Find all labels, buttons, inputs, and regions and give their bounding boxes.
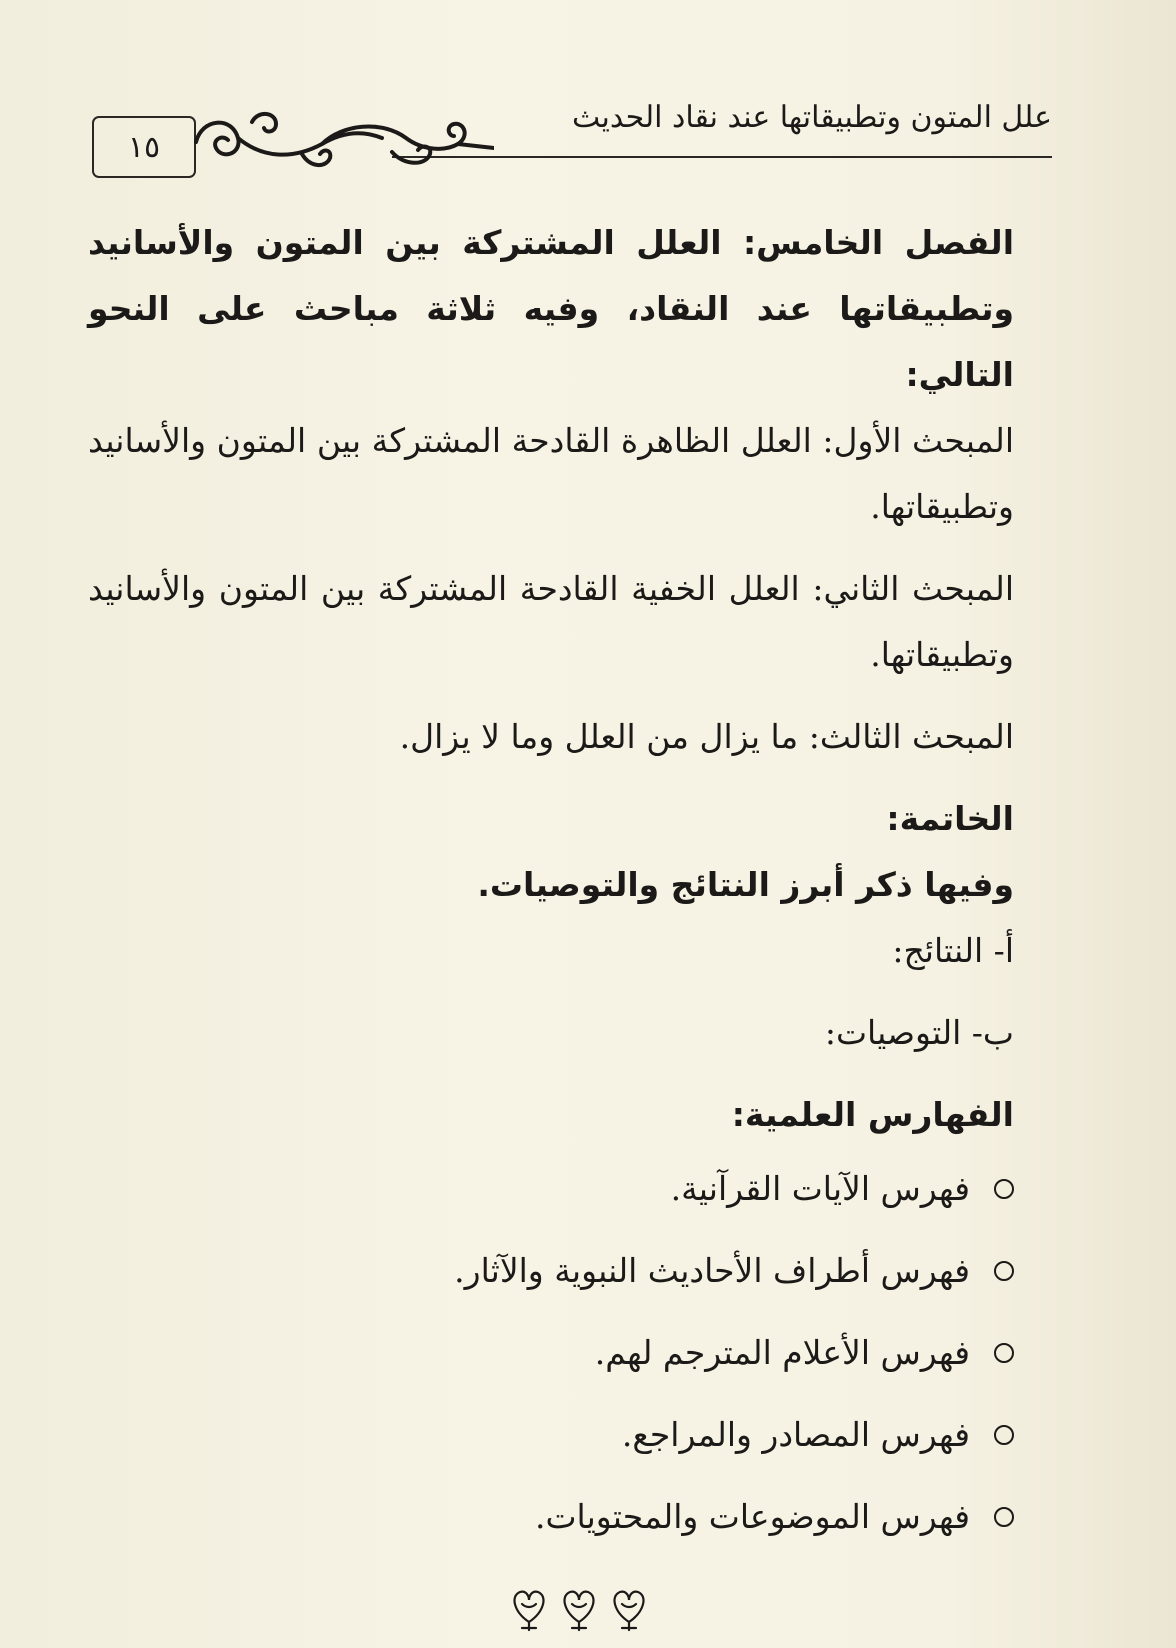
indexes-heading: الفهارس العلمية: xyxy=(731,1095,1014,1134)
list-item xyxy=(88,1476,1056,1558)
section-1: المبحث الأول: العلل الظاهرة القادحة المشتركة بين المتون والأسانيد وتطبيقاتها. xyxy=(88,421,1014,526)
circle-bullet-icon xyxy=(994,1507,1014,1527)
index-label: فهرس المصادر والمراجع. xyxy=(621,1415,970,1454)
conclusion-intro: وفيها ذكر أبرز النتائج والتوصيات. xyxy=(477,865,1014,904)
circle-bullet-icon xyxy=(994,1343,1014,1363)
section-3: المبحث الثالث: ما يزال من العلل وما لا يزال. xyxy=(399,717,1014,756)
conclusion-heading: الخاتمة: xyxy=(886,799,1014,838)
circle-bullet-icon xyxy=(994,1261,1014,1281)
page-number: ١٥ xyxy=(127,129,161,165)
page-body xyxy=(88,210,1056,1558)
index-label: فهرس الأعلام المترجم لهم. xyxy=(594,1333,970,1372)
scroll-flourish-icon xyxy=(192,108,494,178)
list-item xyxy=(88,1394,1056,1476)
index-label: فهرس أطراف الأحاديث النبوية والآثار. xyxy=(454,1251,970,1290)
list-item xyxy=(88,1312,1056,1394)
index-label: فهرس الموضوعات والمحتويات. xyxy=(534,1497,970,1536)
circle-bullet-icon xyxy=(994,1425,1014,1445)
list-item xyxy=(88,1148,1056,1230)
running-title: علل المتون وتطبيقاتها عند نقاد الحديث xyxy=(572,100,1052,135)
circle-bullet-icon xyxy=(994,1179,1014,1199)
list-item xyxy=(88,1230,1056,1312)
section-2: المبحث الثاني: العلل الخفية القادحة المشتركة بين المتون والأسانيد وتطبيقاتها. xyxy=(88,569,1014,674)
index-label: فهرس الآيات القرآنية. xyxy=(670,1169,970,1208)
recommendations-item: ب- التوصيات: xyxy=(824,1013,1014,1052)
page-number-box xyxy=(92,116,196,178)
page-header xyxy=(92,96,1052,186)
results-item: أ- النتائج: xyxy=(892,931,1014,970)
chapter-heading: الفصل الخامس: العلل المشتركة بين المتون والأسانيد وتطبيقاتها عند النقاد، وفيه ثلاثة مباحث على النحو التالي: xyxy=(88,223,1014,394)
indexes-list xyxy=(88,1148,1056,1558)
floral-ornament-icon xyxy=(504,1582,654,1634)
